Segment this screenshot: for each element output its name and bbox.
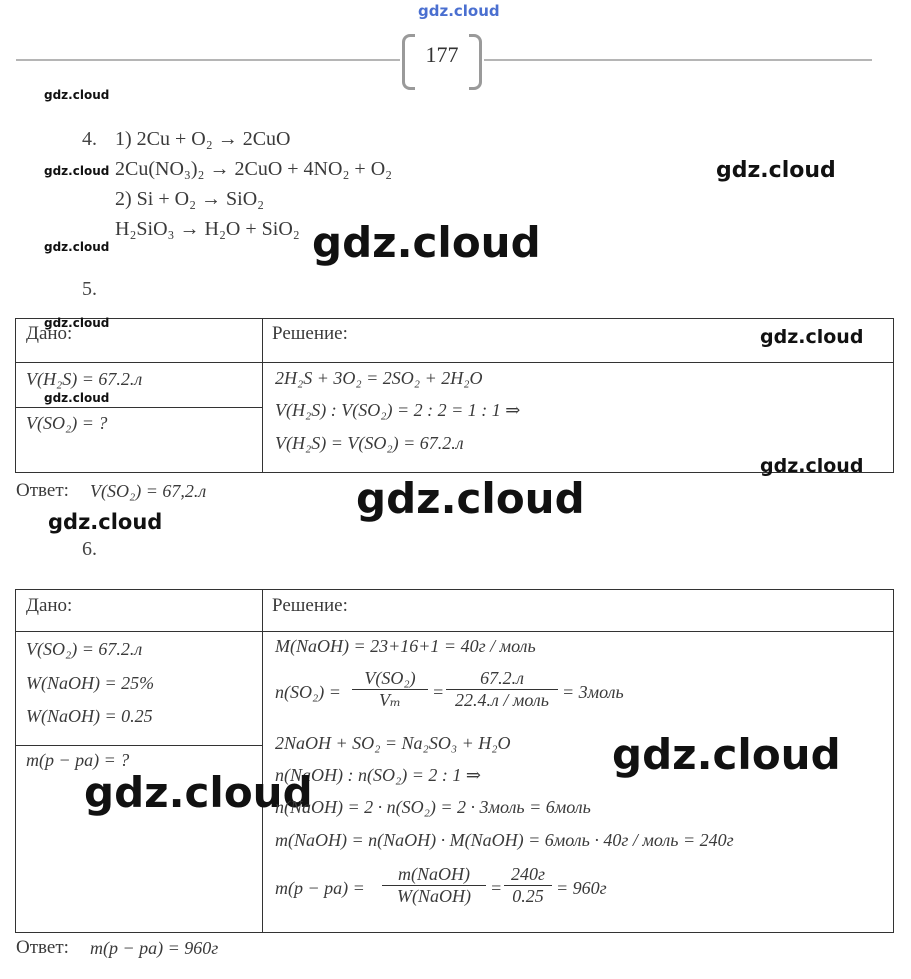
watermark: gdz.cloud <box>44 240 110 254</box>
task5-number: 5. <box>82 278 97 300</box>
task6-n-frac2-den: 22.4.л / моль <box>446 689 558 711</box>
task6-given-header: Дано: <box>26 595 73 616</box>
task5-answer-label: Ответ: <box>16 480 69 501</box>
task5-solution-1: 2H₂S + 3O₂ = 2SO₂ + 2H₂O <box>275 368 483 388</box>
task6-m-frac2 <box>504 864 552 907</box>
watermark: gdz.cloud <box>44 88 110 102</box>
task6-m-result: = 960г <box>556 878 607 898</box>
task6-number: 6. <box>82 538 97 560</box>
watermark: gdz.cloud <box>44 316 110 330</box>
task6-m-eq: = <box>490 878 503 898</box>
task6-given-3: W(NaOH) = 0.25 <box>26 706 153 726</box>
task5-answer: V(SO₂) = 67,2.л <box>90 481 207 501</box>
watermark-top: gdz.cloud <box>418 2 500 20</box>
task6-n-frac1-den: Vₘ <box>352 689 428 711</box>
watermark: gdz.cloud <box>612 730 841 779</box>
task5-given-1: V(H₂S) = 67.2.л <box>26 369 143 389</box>
task6-n-naoh: n(NaOH) = 2 · n(SO₂) = 2 · 3моль = 6моль <box>275 797 591 817</box>
task6-find: m(p − pa) = ? <box>26 750 130 770</box>
task5-divider <box>262 318 263 472</box>
task6-m-frac1-den: W(NaOH) <box>382 885 486 907</box>
watermark: gdz.cloud <box>716 158 836 183</box>
task4-number: 4. <box>82 128 97 150</box>
watermark: gdz.cloud <box>44 391 110 405</box>
page-number-frame <box>402 34 482 86</box>
watermark: gdz.cloud <box>760 455 864 477</box>
task6-n-frac1 <box>352 668 428 711</box>
task6-n-frac1-num: V(SO₂) <box>364 668 416 688</box>
task6-reaction: 2NaOH + SO₂ = Na₂SO₃ + H₂O <box>275 733 511 753</box>
task6-m-frac2-num: 240г <box>510 864 546 884</box>
task6-m-frac1 <box>382 864 486 907</box>
task5-header-rule <box>15 362 893 363</box>
task6-given-1: V(SO₂) = 67.2.л <box>26 639 143 659</box>
task6-mass-naoh: m(NaOH) = n(NaOH) · M(NaOH) = 6моль · 40г / моль = 240г <box>275 830 734 850</box>
watermark: gdz.cloud <box>48 510 163 534</box>
task5-given-rule <box>15 407 263 408</box>
task6-m-lhs: m(p − pa) = <box>275 878 365 898</box>
task6-n-result: = 3моль <box>562 682 624 702</box>
task4-line-3: 2) Si + O₂ → SiO₂ <box>115 188 265 210</box>
page-number: 177 <box>425 42 459 67</box>
task6-answer: m(p − pa) = 960г <box>90 938 219 958</box>
task6-divider <box>262 589 263 932</box>
watermark: gdz.cloud <box>760 326 864 348</box>
task6-n-lhs: n(SO₂) = <box>275 682 341 702</box>
watermark: gdz.cloud <box>44 164 110 178</box>
watermark: gdz.cloud <box>312 218 541 267</box>
task5-find: V(SO₂) = ? <box>26 413 108 433</box>
task4-line-2: 2Cu(NO₃)₂ → 2CuO + 4NO₂ + O₂ <box>115 158 393 180</box>
task6-header-rule <box>15 631 893 632</box>
task6-n-frac2 <box>446 668 558 711</box>
task6-answer-label: Ответ: <box>16 937 69 958</box>
task6-m-frac1-num: m(NaOH) <box>398 864 470 884</box>
task5-given-header: Дано: <box>26 323 73 344</box>
task6-given-2: W(NaOH) = 25% <box>26 673 155 693</box>
task6-ratio: n(NaOH) : n(SO₂) = 2 : 1 ⇒ <box>275 765 481 785</box>
watermark: gdz.cloud <box>84 768 313 817</box>
task6-m-frac2-den: 0.25 <box>504 885 552 907</box>
task6-n-eq: = <box>432 682 445 702</box>
task4-line-1: 1) 2Cu + O₂ → 2CuO <box>115 128 291 150</box>
task6-solution-header: Решение: <box>272 595 348 616</box>
task6-given-rule <box>15 745 263 746</box>
header-rule-right <box>484 59 872 61</box>
task4-line-4: H₂SiO₃ → H₂O + SiO₂ <box>115 218 300 240</box>
task5-solution-3: V(H₂S) = V(SO₂) = 67.2.л <box>275 433 464 453</box>
task6-molar-mass: M(NaOH) = 23+16+1 = 40г / моль <box>275 636 536 656</box>
watermark: gdz.cloud <box>356 474 585 523</box>
task5-solution-2: V(H₂S) : V(SO₂) = 2 : 2 = 1 : 1 ⇒ <box>275 400 521 420</box>
task5-solution-header: Решение: <box>272 323 348 344</box>
task6-n-frac2-num: 67.2.л <box>480 668 524 688</box>
header-rule-left <box>16 59 400 61</box>
